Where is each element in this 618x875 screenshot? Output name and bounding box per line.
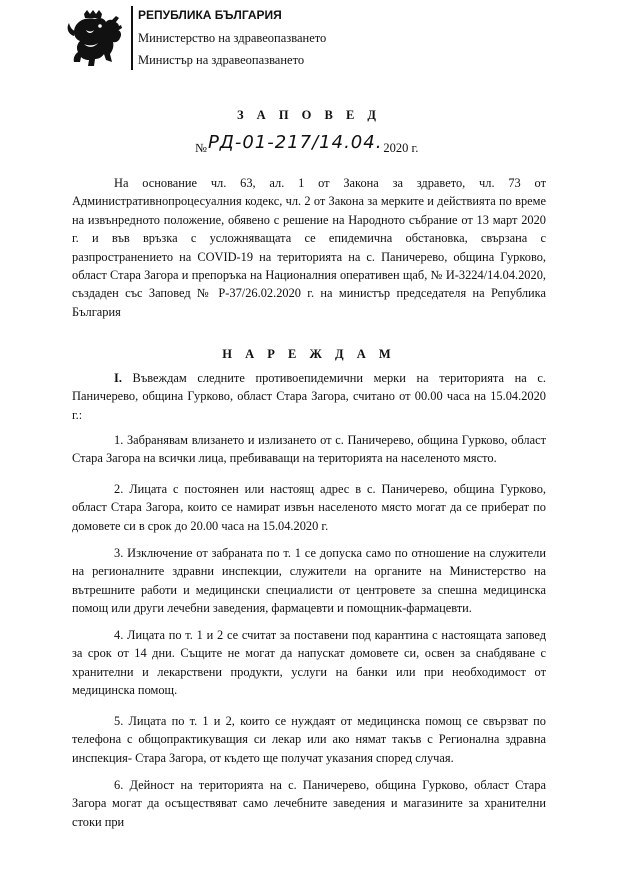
section-1-paragraph bbox=[72, 369, 546, 424]
coat-of-arms-logo bbox=[64, 10, 126, 68]
decree-heading: Н А Р Е Ж Д А М bbox=[222, 347, 396, 361]
order-item-3: 3. Изключение от забраната по т. 1 се допуска само по отношение на служители на регионалните здравни инспекции, служители на органите на Министерство на вътрешните работи и медицински специалисти от центровете за спешна медицинска помощ или други лечебни заведения, фармацевти и помощник-фармацевти. bbox=[72, 546, 546, 616]
ministry-name: Министерство на здравеопазването bbox=[138, 31, 327, 45]
order-number-handwritten: РД-01-217/14.04. bbox=[207, 132, 383, 153]
order-item-1: 1. Забранявам влизането и излизането от с. Паничерево, община Гурково, област Стара Загора на всички лица, пребиваващи на територията на населеното място. bbox=[72, 433, 546, 466]
header-divider bbox=[131, 6, 133, 70]
legal-basis-paragraph: На основание чл. 63, ал. 1 от Закона за здравето, чл. 73 от Административнопроцесуалния кодекс, чл. 2 от Закона за мерките и действията по време на извънредното положение, обявено с решение на Народното събрание от 13 март 2020 г. и във връзка с усложняващата се епидемична обстановка, свързана с разпространението на COVID-19 на територията на с. Паничерево, община Гурково, област Стара Загора и препоръка на Националния оперативен щаб, № И-3224/14.04.2020, създаден със Заповед № Р-37/26.02.2020 г. на министър председателя на Република България bbox=[72, 176, 546, 319]
order-title: З А П О В Е Д bbox=[236, 108, 382, 122]
order-item-2: 2. Лицата с постоянен или настоящ адрес в с. Паничерево, община Гурково, област Стара Загора, които се намират извън населеното място могат да се приберат по домовете си в срок до 20.00 часа на 15.04.2020 г. bbox=[72, 482, 546, 533]
republic-name: РЕПУБЛИКА БЪЛГАРИЯ bbox=[138, 8, 282, 22]
order-item-6: 6. Дейност на територията на с. Паничерево, община Гурково, област Стара Загора могат да осъществяват само лечебните заведения и магазините за хранителни стоки при bbox=[72, 778, 546, 829]
minister-title: Министър на здравеопазването bbox=[138, 53, 305, 67]
order-item-5: 5. Лицата по т. 1 и 2, които се нуждаят от медицинска помощ се свързват по телефона с общопрактикуващия си лекар или ако нямат такъв с Регионална здравна инспекция- Стара Загора, от където ще получат указания според случая. bbox=[72, 714, 546, 765]
order-number-prefix: № bbox=[195, 141, 207, 155]
section-1-numeral: I. bbox=[114, 371, 122, 385]
order-item-4: 4. Лицата по т. 1 и 2 се считат за поставени под карантина с настоящата заповед за срок от 14 дни. Същите не могат да напускат домовете си, освен за снабдяване с хранителни и лекарствени продукти, услуги на банки или при необходимост от медицинска помощ. bbox=[72, 628, 546, 698]
order-number bbox=[195, 132, 419, 157]
section-1-text: Въвеждам следните противоепидемични мерки на територията на с. Паничерево, община Гурково, област Стара Загора, считано от 00.00 часа на 15.04.2020 г.: bbox=[72, 371, 546, 422]
order-number-suffix: 2020 г. bbox=[383, 141, 419, 155]
